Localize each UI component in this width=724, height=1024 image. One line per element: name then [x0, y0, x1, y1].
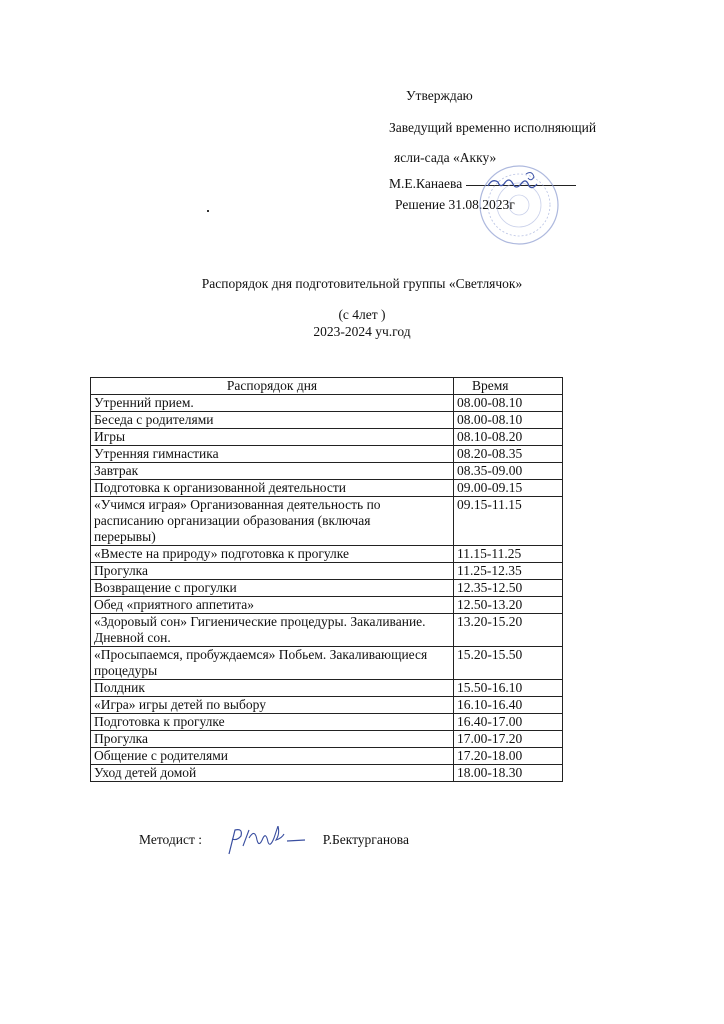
- column-header-time: Время: [454, 378, 563, 395]
- time-cell: 12.35-12.50: [454, 580, 563, 597]
- activity-cell: Уход детей домой: [91, 765, 454, 782]
- signer-name: М.Е.Канаева: [389, 176, 463, 191]
- activity-cell: Обед «приятного аппетита»: [91, 597, 454, 614]
- kindergarten-name: ясли-сада «Акку»: [394, 150, 497, 165]
- table-row: [91, 731, 563, 748]
- activity-cell: «Вместе на природу» подготовка к прогулке: [91, 546, 454, 563]
- time-cell: 17.00-17.20: [454, 731, 563, 748]
- activity-cell: Полдник: [91, 680, 454, 697]
- table-row: [91, 647, 563, 680]
- table-row: [91, 546, 563, 563]
- table-row: [91, 680, 563, 697]
- activity-cell: Прогулка: [91, 731, 454, 748]
- activity-cell: Подготовка к прогулке: [91, 714, 454, 731]
- table-row: [91, 563, 563, 580]
- time-cell: 17.20-18.00: [454, 748, 563, 765]
- time-cell: 13.20-15.20: [454, 614, 563, 647]
- time-cell: 11.15-11.25: [454, 546, 563, 563]
- activity-cell: Возвращение с прогулки: [91, 580, 454, 597]
- time-cell: 08.00-08.10: [454, 395, 563, 412]
- activity-cell: Утренняя гимнастика: [91, 446, 454, 463]
- dot-mark: [207, 210, 209, 212]
- table-row: [91, 614, 563, 647]
- time-cell: 15.20-15.50: [454, 647, 563, 680]
- activity-cell: «Учимся играя» Организованная деятельность по расписанию организации образования (включая перерывы): [91, 497, 454, 546]
- activity-cell: Общение с родителями: [91, 748, 454, 765]
- time-cell: 18.00-18.30: [454, 765, 563, 782]
- table-row: [91, 429, 563, 446]
- time-cell: 08.20-08.35: [454, 446, 563, 463]
- activity-cell: Завтрак: [91, 463, 454, 480]
- handwritten-signature-icon: [223, 826, 313, 856]
- table-row: [91, 597, 563, 614]
- column-header-activity: Распорядок дня: [91, 378, 454, 395]
- activity-cell: Беседа с родителями: [91, 412, 454, 429]
- academic-year: 2023-2024 уч.год: [313, 324, 411, 339]
- table-row: [91, 446, 563, 463]
- page-title: Распорядок дня подготовительной группы «Светлячок»: [201, 276, 523, 291]
- time-cell: 16.10-16.40: [454, 697, 563, 714]
- activity-cell: Прогулка: [91, 563, 454, 580]
- table-row: [91, 480, 563, 497]
- time-cell: 08.00-08.10: [454, 412, 563, 429]
- methodist-name: Р.Бектурганова: [322, 832, 409, 848]
- activity-cell: «Просыпаемся, пробуждаемся» Побьем. Закаливающиеся процедуры: [91, 647, 454, 680]
- table-row: [91, 580, 563, 597]
- official-stamp-icon: [478, 164, 560, 246]
- table-row: [91, 395, 563, 412]
- activity-cell: Утренний прием.: [91, 395, 454, 412]
- time-cell: 15.50-16.10: [454, 680, 563, 697]
- table-row: [91, 765, 563, 782]
- table-row: [91, 748, 563, 765]
- time-cell: 08.10-08.20: [454, 429, 563, 446]
- methodist-signature-line: [139, 826, 409, 856]
- table-row: [91, 412, 563, 429]
- table-row: [91, 497, 563, 546]
- table-header-row: [91, 378, 563, 395]
- schedule-table: [90, 377, 563, 782]
- methodist-label: Методист :: [139, 832, 203, 848]
- activity-cell: Подготовка к организованной деятельности: [91, 480, 454, 497]
- approval-block: [0, 0, 724, 260]
- time-cell: 12.50-13.20: [454, 597, 563, 614]
- time-cell: 09.15-11.15: [454, 497, 563, 546]
- decision-date: Решение 31.08.2023г: [395, 197, 515, 212]
- approve-label: Утверждаю: [406, 88, 473, 103]
- activity-cell: «Игра» игры детей по выбору: [91, 697, 454, 714]
- table-row: [91, 463, 563, 480]
- time-cell: 16.40-17.00: [454, 714, 563, 731]
- age-group: (с 4лет ): [338, 307, 386, 322]
- time-cell: 09.00-09.15: [454, 480, 563, 497]
- activity-cell: «Здоровый сон» Гигиенические процедуры. Закаливание. Дневной сон.: [91, 614, 454, 647]
- table-row: [91, 714, 563, 731]
- time-cell: 11.25-12.35: [454, 563, 563, 580]
- time-cell: 08.35-09.00: [454, 463, 563, 480]
- approver-position: Заведущий временно исполняющий: [389, 120, 597, 135]
- activity-cell: Игры: [91, 429, 454, 446]
- table-row: [91, 697, 563, 714]
